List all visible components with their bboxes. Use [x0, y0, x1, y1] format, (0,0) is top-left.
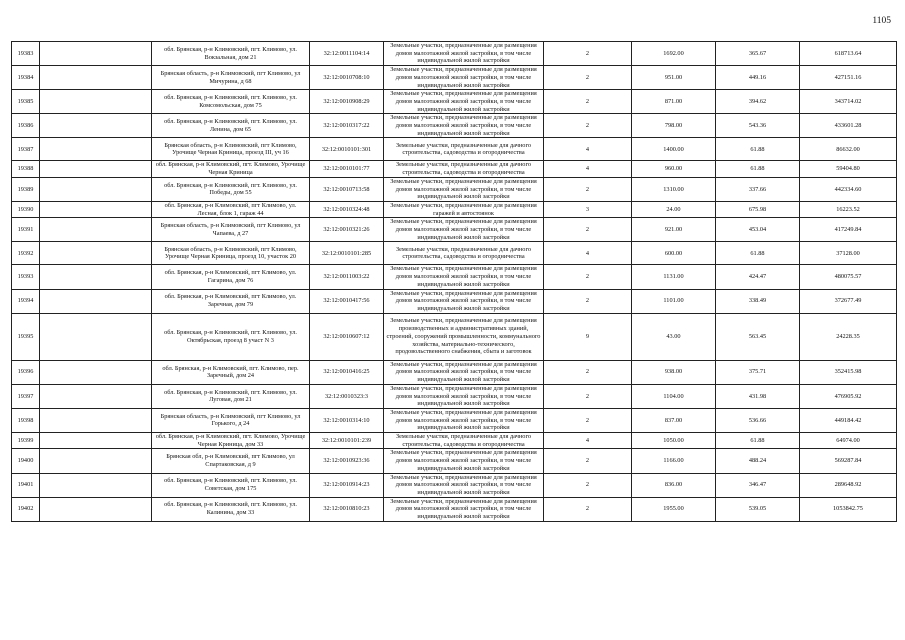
- address-cell: обл. Брянская, р-н Климовский, пгт. Климово, ул. Победы, дом 55: [152, 177, 310, 201]
- record-number-cell: 19400: [12, 449, 40, 473]
- area-cell: 1050.00: [632, 433, 716, 449]
- address-cell: обл. Брянская, р-н Климовский, пгт Климово, ул. Лесная, блок 1, гараж 44: [152, 201, 310, 217]
- cadastral-number-cell: 32:12:0010810:23: [310, 497, 384, 521]
- specific-value-cell: 61.88: [716, 242, 800, 265]
- category-code-cell: 2: [544, 42, 632, 66]
- blank-cell: [40, 177, 152, 201]
- cadastral-number-cell: 32:12:0010101:77: [310, 161, 384, 177]
- cadastral-value-cell: 449184.42: [800, 408, 897, 432]
- cadastral-number-cell: 32:12:0011104:14: [310, 42, 384, 66]
- cadastral-number-cell: 32:12:0010317:22: [310, 114, 384, 138]
- category-code-cell: 3: [544, 201, 632, 217]
- specific-value-cell: 61.88: [716, 433, 800, 449]
- address-cell: обл. Брянская, р-н Климовский, пгт. Климово, ул. Ленина, дом 65: [152, 114, 310, 138]
- table-row: [12, 408, 897, 432]
- table-row: [12, 66, 897, 90]
- table-row: [12, 384, 897, 408]
- cadastral-number-cell: 32:12:0010923:36: [310, 449, 384, 473]
- table-row: [12, 313, 897, 360]
- cadastral-value-cell: 24228.35: [800, 313, 897, 360]
- land-use-type-cell: Земельные участки, предназначенные для размещения домов малоэтажной жилой застройки, в том числе индивидуальной жилой застройки: [384, 90, 544, 114]
- cadastral-value-cell: 569287.84: [800, 449, 897, 473]
- specific-value-cell: 61.88: [716, 161, 800, 177]
- cadastral-number-cell: 32:12:0010708:10: [310, 66, 384, 90]
- cadastral-value-cell: 442334.60: [800, 177, 897, 201]
- address-cell: обл. Брянская, р-н Климовский, пгт. Климово, ул. Октябрьская, проезд 8 участ N 3: [152, 313, 310, 360]
- specific-value-cell: 346.47: [716, 473, 800, 497]
- blank-cell: [40, 289, 152, 313]
- area-cell: 836.00: [632, 473, 716, 497]
- area-cell: 1131.00: [632, 265, 716, 289]
- blank-cell: [40, 66, 152, 90]
- blank-cell: [40, 473, 152, 497]
- land-use-type-cell: Земельные участки, предназначенные для размещения домов малоэтажной жилой застройки, в том числе индивидуальной жилой застройки: [384, 66, 544, 90]
- record-number-cell: 19396: [12, 360, 40, 384]
- land-use-type-cell: Земельные участки, предназначенные для размещения домов малоэтажной жилой застройки, в том числе индивидуальной жилой застройки: [384, 408, 544, 432]
- record-number-cell: 19398: [12, 408, 40, 432]
- cadastral-value-cell: 372677.49: [800, 289, 897, 313]
- category-code-cell: 9: [544, 313, 632, 360]
- land-use-type-cell: Земельные участки, предназначенные для размещения домов малоэтажной жилой застройки, в том числе индивидуальной жилой застройки: [384, 114, 544, 138]
- specific-value-cell: 563.45: [716, 313, 800, 360]
- blank-cell: [40, 433, 152, 449]
- area-cell: 960.00: [632, 161, 716, 177]
- category-code-cell: 2: [544, 360, 632, 384]
- cadastral-value-cell: 37128.00: [800, 242, 897, 265]
- cadastral-value-cell: 343714.02: [800, 90, 897, 114]
- specific-value-cell: 536.66: [716, 408, 800, 432]
- category-code-cell: 2: [544, 384, 632, 408]
- blank-cell: [40, 161, 152, 177]
- area-cell: 1400.00: [632, 138, 716, 161]
- address-cell: обл. Брянская, р-н Климовский, пгт. Климово, ул. Комсомольская, дом 75: [152, 90, 310, 114]
- area-cell: 871.00: [632, 90, 716, 114]
- area-cell: 1104.00: [632, 384, 716, 408]
- specific-value-cell: 431.98: [716, 384, 800, 408]
- land-use-type-cell: Земельные участки, предназначенные для размещения домов малоэтажной жилой застройки, в том числе индивидуальной жилой застройки: [384, 384, 544, 408]
- area-cell: 798.00: [632, 114, 716, 138]
- cadastral-value-cell: 289648.92: [800, 473, 897, 497]
- blank-cell: [40, 138, 152, 161]
- cadastral-number-cell: 32:12:0010914:23: [310, 473, 384, 497]
- specific-value-cell: 488.24: [716, 449, 800, 473]
- cadastral-value-cell: 59404.80: [800, 161, 897, 177]
- specific-value-cell: 543.36: [716, 114, 800, 138]
- record-number-cell: 19387: [12, 138, 40, 161]
- table-row: [12, 473, 897, 497]
- category-code-cell: 2: [544, 289, 632, 313]
- land-registry-table: [11, 41, 897, 522]
- table-row: [12, 218, 897, 242]
- specific-value-cell: 337.66: [716, 177, 800, 201]
- cadastral-number-cell: 32:12:0010324:48: [310, 201, 384, 217]
- table-row: [12, 177, 897, 201]
- address-cell: Брянская обл, р-н Климовский, пгт Климово, ул Спартаковская, д 9: [152, 449, 310, 473]
- address-cell: Брянская область, р-н Климовский, пгт Климово, ул Чапаева, д 27: [152, 218, 310, 242]
- record-number-cell: 19389: [12, 177, 40, 201]
- category-code-cell: 2: [544, 449, 632, 473]
- record-number-cell: 19388: [12, 161, 40, 177]
- record-number-cell: 19393: [12, 265, 40, 289]
- address-cell: Брянская область, р-н Климовский, пгт Климово, ул Горького, д 24: [152, 408, 310, 432]
- cadastral-value-cell: 480075.57: [800, 265, 897, 289]
- land-use-type-cell: Земельные участки, предназначенные для дачного строительства, садоводства и огородничества: [384, 138, 544, 161]
- cadastral-number-cell: 32:12:0010323:3: [310, 384, 384, 408]
- record-number-cell: 19401: [12, 473, 40, 497]
- area-cell: 600.00: [632, 242, 716, 265]
- blank-cell: [40, 42, 152, 66]
- category-code-cell: 4: [544, 138, 632, 161]
- table-row: [12, 449, 897, 473]
- land-use-type-cell: Земельные участки, предназначенные для размещения домов малоэтажной жилой застройки, в том числе индивидуальной жилой застройки: [384, 449, 544, 473]
- land-use-type-cell: Земельные участки, предназначенные для дачного строительства, садоводства и огородничества: [384, 242, 544, 265]
- record-number-cell: 19397: [12, 384, 40, 408]
- category-code-cell: 4: [544, 242, 632, 265]
- address-cell: Брянская область, р-н Климовский, пгт Климово, ул Мичурина, д 68: [152, 66, 310, 90]
- cadastral-value-cell: 417249.84: [800, 218, 897, 242]
- table-row: [12, 201, 897, 217]
- land-use-type-cell: Земельные участки, предназначенные для дачного строительства, садоводства и огородничества: [384, 433, 544, 449]
- specific-value-cell: 539.05: [716, 497, 800, 521]
- address-cell: обл. Брянская, р-н Климовский, пгт. Климово, пер. Заречный, дом 24: [152, 360, 310, 384]
- table-row: [12, 161, 897, 177]
- blank-cell: [40, 201, 152, 217]
- cadastral-number-cell: 32:12:0010101:239: [310, 433, 384, 449]
- page-number: 1105: [872, 16, 891, 26]
- record-number-cell: 19386: [12, 114, 40, 138]
- blank-cell: [40, 242, 152, 265]
- blank-cell: [40, 497, 152, 521]
- cadastral-number-cell: 32:12:0010101:285: [310, 242, 384, 265]
- cadastral-value-cell: 1053842.75: [800, 497, 897, 521]
- blank-cell: [40, 360, 152, 384]
- area-cell: 1310.00: [632, 177, 716, 201]
- blank-cell: [40, 90, 152, 114]
- specific-value-cell: 449.16: [716, 66, 800, 90]
- table-row: [12, 360, 897, 384]
- record-number-cell: 19399: [12, 433, 40, 449]
- category-code-cell: 4: [544, 433, 632, 449]
- cadastral-value-cell: 433601.28: [800, 114, 897, 138]
- blank-cell: [40, 265, 152, 289]
- blank-cell: [40, 384, 152, 408]
- cadastral-number-cell: 32:12:0010417:56: [310, 289, 384, 313]
- cadastral-value-cell: 352415.98: [800, 360, 897, 384]
- land-use-type-cell: Земельные участки, предназначенные для размещения домов малоэтажной жилой застройки, в том числе индивидуальной жилой застройки: [384, 360, 544, 384]
- address-cell: обл. Брянская, р-н Климовский, пгт. Климово, ул. Луговая, дом 21: [152, 384, 310, 408]
- land-use-type-cell: Земельные участки, предназначенные для размещения домов малоэтажной жилой застройки, в том числе индивидуальной жилой застройки: [384, 218, 544, 242]
- specific-value-cell: 365.67: [716, 42, 800, 66]
- address-cell: обл. Брянская, р-н Климовский, пгт. Климово, ул. Вокзальная, дом 21: [152, 42, 310, 66]
- category-code-cell: 2: [544, 265, 632, 289]
- land-use-type-cell: Земельные участки, предназначенные для размещения домов малоэтажной жилой застройки, в том числе индивидуальной жилой застройки: [384, 177, 544, 201]
- address-cell: обл. Брянская, р-н Климовский, пгт. Климово, ул. Калинина, дом 33: [152, 497, 310, 521]
- category-code-cell: 2: [544, 497, 632, 521]
- cadastral-number-cell: 32:12:0010713:58: [310, 177, 384, 201]
- cadastral-number-cell: 32:12:0010321:26: [310, 218, 384, 242]
- specific-value-cell: 675.98: [716, 201, 800, 217]
- address-cell: обл. Брянская, р-н Климовский, пгт Климово, ул. Гагарина, дом 76: [152, 265, 310, 289]
- category-code-cell: 2: [544, 114, 632, 138]
- land-use-type-cell: Земельные участки, предназначенные для размещения домов малоэтажной жилой застройки, в том числе индивидуальной жилой застройки: [384, 473, 544, 497]
- blank-cell: [40, 114, 152, 138]
- land-use-type-cell: Земельные участки, предназначенные для размещения гаражей и автостоянок: [384, 201, 544, 217]
- cadastral-value-cell: 427151.16: [800, 66, 897, 90]
- cadastral-number-cell: 32:12:0010101:301: [310, 138, 384, 161]
- blank-cell: [40, 218, 152, 242]
- category-code-cell: 2: [544, 218, 632, 242]
- area-cell: 938.00: [632, 360, 716, 384]
- cadastral-value-cell: 86632.00: [800, 138, 897, 161]
- table-row: [12, 289, 897, 313]
- table-row: [12, 90, 897, 114]
- area-cell: 951.00: [632, 66, 716, 90]
- land-use-type-cell: Земельные участки, предназначенные для размещения домов малоэтажной жилой застройки, в том числе индивидуальной жилой застройки: [384, 497, 544, 521]
- category-code-cell: 2: [544, 473, 632, 497]
- category-code-cell: 2: [544, 66, 632, 90]
- record-number-cell: 19385: [12, 90, 40, 114]
- address-cell: обл. Брянская, р-н Климовский, пгт Климово, ул. Заречная, дом 79: [152, 289, 310, 313]
- specific-value-cell: 453.04: [716, 218, 800, 242]
- specific-value-cell: 338.49: [716, 289, 800, 313]
- category-code-cell: 2: [544, 408, 632, 432]
- land-use-type-cell: Земельные участки, предназначенные для размещения производственных и административных зданий, строений, сооружений промышленности, коммунального хозяйства, материально-технического, продовольственного снабжения, сбыта и заготовок: [384, 313, 544, 360]
- record-number-cell: 19402: [12, 497, 40, 521]
- record-number-cell: 19395: [12, 313, 40, 360]
- record-number-cell: 19391: [12, 218, 40, 242]
- area-cell: 921.00: [632, 218, 716, 242]
- table-row: [12, 265, 897, 289]
- cadastral-number-cell: 32:12:0010314:10: [310, 408, 384, 432]
- land-use-type-cell: Земельные участки, предназначенные для размещения домов малоэтажной жилой застройки, в том числе индивидуальной жилой застройки: [384, 42, 544, 66]
- address-cell: обл. Брянская, р-н Климовский, пгт. Климово, Урочище Черная Криница, дом 33: [152, 433, 310, 449]
- land-use-type-cell: Земельные участки, предназначенные для размещения домов малоэтажной жилой застройки, в том числе индивидуальной жилой застройки: [384, 289, 544, 313]
- record-number-cell: 19392: [12, 242, 40, 265]
- area-cell: 837.00: [632, 408, 716, 432]
- category-code-cell: 2: [544, 177, 632, 201]
- cadastral-number-cell: 32:12:0011003:22: [310, 265, 384, 289]
- record-number-cell: 19390: [12, 201, 40, 217]
- cadastral-value-cell: 618713.64: [800, 42, 897, 66]
- table-row: [12, 497, 897, 521]
- cadastral-value-cell: 16223.52: [800, 201, 897, 217]
- cadastral-value-cell: 476905.92: [800, 384, 897, 408]
- area-cell: 1101.00: [632, 289, 716, 313]
- cadastral-number-cell: 32:12:0010607:12: [310, 313, 384, 360]
- area-cell: 24.00: [632, 201, 716, 217]
- land-use-type-cell: Земельные участки, предназначенные для размещения домов малоэтажной жилой застройки, в том числе индивидуальной жилой застройки: [384, 265, 544, 289]
- table-row: [12, 242, 897, 265]
- record-number-cell: 19384: [12, 66, 40, 90]
- record-number-cell: 19394: [12, 289, 40, 313]
- specific-value-cell: 375.71: [716, 360, 800, 384]
- address-cell: обл. Брянская, р-н Климовский, пгт. Климово, Урочище Черная Криница: [152, 161, 310, 177]
- category-code-cell: 2: [544, 90, 632, 114]
- blank-cell: [40, 313, 152, 360]
- area-cell: 1166.00: [632, 449, 716, 473]
- specific-value-cell: 394.62: [716, 90, 800, 114]
- area-cell: 1692.00: [632, 42, 716, 66]
- table-row: [12, 138, 897, 161]
- table-row: [12, 42, 897, 66]
- address-cell: Брянская область, р-н Климовский, пгт Климово, Урочище Черная Криница, проезд III, уч 16: [152, 138, 310, 161]
- land-use-type-cell: Земельные участки, предназначенные для дачного строительства, садоводства и огородничества: [384, 161, 544, 177]
- table-row: [12, 114, 897, 138]
- blank-cell: [40, 449, 152, 473]
- address-cell: обл. Брянская, р-н Климовский, пгт. Климово, ул. Советская, дом 175: [152, 473, 310, 497]
- address-cell: Брянская область, р-н Климовский, пгт Климово, Урочище Черная Криница, проезд 10, участок 20: [152, 242, 310, 265]
- area-cell: 43.00: [632, 313, 716, 360]
- registry-body: [12, 42, 897, 522]
- specific-value-cell: 61.88: [716, 138, 800, 161]
- cadastral-number-cell: 32:12:0010908:29: [310, 90, 384, 114]
- category-code-cell: 4: [544, 161, 632, 177]
- record-number-cell: 19383: [12, 42, 40, 66]
- specific-value-cell: 424.47: [716, 265, 800, 289]
- cadastral-number-cell: 32:12:0010416:25: [310, 360, 384, 384]
- cadastral-value-cell: 64974.00: [800, 433, 897, 449]
- area-cell: 1955.00: [632, 497, 716, 521]
- blank-cell: [40, 408, 152, 432]
- table-row: [12, 433, 897, 449]
